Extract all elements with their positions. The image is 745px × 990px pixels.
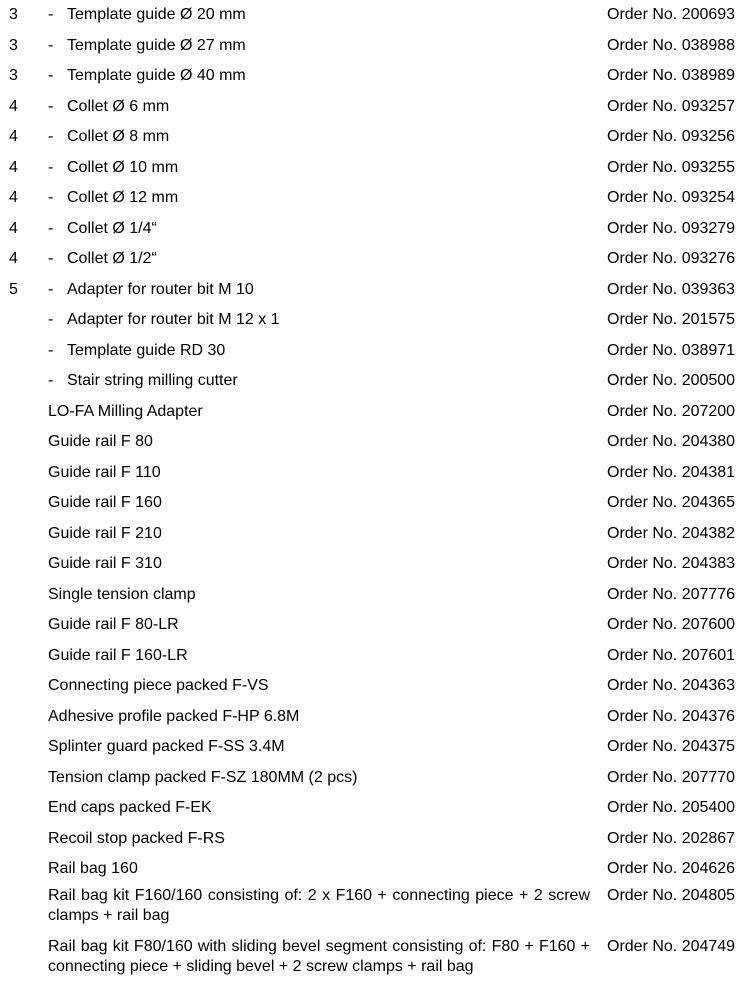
list-item xyxy=(0,854,745,885)
list-item xyxy=(0,31,745,62)
list-item xyxy=(0,92,745,123)
list-item xyxy=(0,214,745,245)
item-dash: - xyxy=(48,97,54,115)
list-item xyxy=(0,549,745,580)
item-order-number: Order No. 204365 xyxy=(607,494,736,511)
item-description: Stair string milling cutter xyxy=(67,372,238,389)
item-number: 4 xyxy=(9,219,18,237)
item-order-number: Order No. 207200 xyxy=(607,402,736,420)
item-description: Collet Ø 10 mm xyxy=(67,158,179,176)
list-item xyxy=(0,427,745,458)
item-description: Template guide Ø 40 mm xyxy=(67,67,246,84)
item-description: Guide rail F 80-LR xyxy=(48,616,179,633)
item-number: 4 xyxy=(9,158,18,176)
list-item xyxy=(0,305,745,336)
item-dash: - xyxy=(48,250,54,267)
item-order-number: Order No. 207770 xyxy=(607,768,736,786)
list-item xyxy=(0,397,745,428)
item-description: Guide rail F 210 xyxy=(48,524,162,542)
item-order-number: Order No. 093256 xyxy=(607,128,736,145)
item-description: Adhesive profile packed F-HP 6.8M xyxy=(48,707,300,725)
item-description: Adapter for router bit M 12 x 1 xyxy=(67,311,280,328)
item-order-number: Order No. 039363 xyxy=(607,280,736,298)
item-description: Template guide Ø 27 mm xyxy=(67,36,246,54)
item-description: Connecting piece packed F-VS xyxy=(48,677,269,694)
list-item xyxy=(0,153,745,184)
list-item xyxy=(0,610,745,641)
item-dash: - xyxy=(48,158,54,176)
item-description: Collet Ø 1/4“ xyxy=(67,219,157,237)
item-order-number: Order No. 093254 xyxy=(607,189,736,206)
item-number: 3 xyxy=(9,67,18,84)
list-item xyxy=(0,824,745,855)
item-description: Guide rail F 110 xyxy=(48,463,161,481)
list-item xyxy=(0,61,745,92)
list-item xyxy=(0,763,745,794)
item-number: 4 xyxy=(9,128,18,145)
list-item xyxy=(0,336,745,367)
item-description: Adapter for router bit M 10 xyxy=(67,280,254,298)
list-item xyxy=(0,122,745,153)
item-dash: - xyxy=(48,280,54,298)
item-description: Rail bag kit F160/160 consisting of: 2 x F160 + connecting piece + 2 screw clamps + rail bag xyxy=(48,886,590,924)
item-order-number: Order No. 093276 xyxy=(607,250,736,267)
item-number: 3 xyxy=(9,36,18,54)
item-order-number: Order No. 204380 xyxy=(607,433,736,450)
item-order-number: Order No. 093257 xyxy=(607,97,736,115)
list-item xyxy=(0,580,745,611)
item-description: LO-FA Milling Adapter xyxy=(48,402,203,420)
list-item xyxy=(0,671,745,702)
item-dash: - xyxy=(48,67,54,84)
item-order-number: Order No. 205400 xyxy=(607,799,736,816)
item-order-number: Order No. 204383 xyxy=(607,555,736,572)
list-item xyxy=(0,732,745,763)
item-dash: - xyxy=(48,341,54,359)
item-order-number: Order No. 204363 xyxy=(607,677,736,694)
item-order-number: Order No. 200693 xyxy=(607,6,736,23)
item-order-number: Order No. 207600 xyxy=(607,616,736,633)
item-description: Rail bag 160 xyxy=(48,860,138,877)
list-item xyxy=(0,183,745,214)
item-order-number: Order No. 204749 xyxy=(607,937,736,955)
item-dash: - xyxy=(48,6,54,23)
item-order-number: Order No. 204382 xyxy=(607,524,736,542)
item-dash: - xyxy=(48,219,54,237)
item-number: 4 xyxy=(9,97,18,115)
item-order-number: Order No. 201575 xyxy=(607,311,736,328)
list-item xyxy=(0,458,745,489)
item-dash: - xyxy=(48,36,54,54)
list-item xyxy=(0,519,745,550)
item-description: Single tension clamp xyxy=(48,585,196,603)
item-order-number: Order No. 204375 xyxy=(607,738,736,755)
item-description: Collet Ø 8 mm xyxy=(67,128,170,145)
item-number: 4 xyxy=(9,189,18,206)
item-order-number: Order No. 207601 xyxy=(607,646,736,664)
item-number: 3 xyxy=(9,6,18,23)
list-item xyxy=(0,702,745,733)
item-description: Guide rail F 160-LR xyxy=(48,646,188,664)
item-description: Collet Ø 6 mm xyxy=(67,97,170,115)
item-description: Guide rail F 80 xyxy=(48,433,153,450)
item-description: Template guide Ø 20 mm xyxy=(67,6,246,23)
item-order-number: Order No. 038988 xyxy=(607,36,736,54)
item-dash: - xyxy=(48,128,54,145)
item-description: Splinter guard packed F-SS 3.4M xyxy=(48,738,285,755)
item-description: Collet Ø 12 mm xyxy=(67,189,179,206)
item-order-number: Order No. 038989 xyxy=(607,67,736,84)
list-item xyxy=(0,936,745,987)
item-description: Template guide RD 30 xyxy=(67,341,226,359)
list-item xyxy=(0,244,745,275)
list-item xyxy=(0,885,745,936)
item-order-number: Order No. 093279 xyxy=(607,219,736,237)
list-item xyxy=(0,366,745,397)
list-item xyxy=(0,275,745,306)
item-order-number: Order No. 093255 xyxy=(607,158,736,176)
item-dash: - xyxy=(48,311,54,328)
list-item xyxy=(0,793,745,824)
item-order-number: Order No. 204381 xyxy=(607,463,736,481)
list-item xyxy=(0,641,745,672)
item-description: Rail bag kit F80/160 with sliding bevel segment consisting of: F80 + F160 + connecting piece + sliding bevel + 2 screw clamps + rail bag xyxy=(48,937,590,975)
list-item xyxy=(0,488,745,519)
item-description: Guide rail F 310 xyxy=(48,555,162,572)
item-description: Tension clamp packed F-SZ 180MM (2 pcs) xyxy=(48,768,358,786)
item-description: End caps packed F-EK xyxy=(48,799,212,816)
item-order-number: Order No. 204376 xyxy=(607,707,736,725)
item-order-number: Order No. 207776 xyxy=(607,585,736,603)
item-order-number: Order No. 200500 xyxy=(607,372,736,389)
item-order-number: Order No. 202867 xyxy=(607,829,736,847)
item-dash: - xyxy=(48,189,54,206)
item-dash: - xyxy=(48,372,54,389)
item-number: 5 xyxy=(9,280,18,298)
item-order-number: Order No. 204626 xyxy=(607,860,736,877)
item-description: Recoil stop packed F-RS xyxy=(48,829,225,847)
item-order-number: Order No. 204805 xyxy=(607,886,736,904)
item-order-number: Order No. 038971 xyxy=(607,341,736,359)
item-description: Guide rail F 160 xyxy=(48,494,162,511)
list-item xyxy=(0,0,745,31)
item-description: Collet Ø 1/2“ xyxy=(67,250,157,267)
item-number: 4 xyxy=(9,250,18,267)
